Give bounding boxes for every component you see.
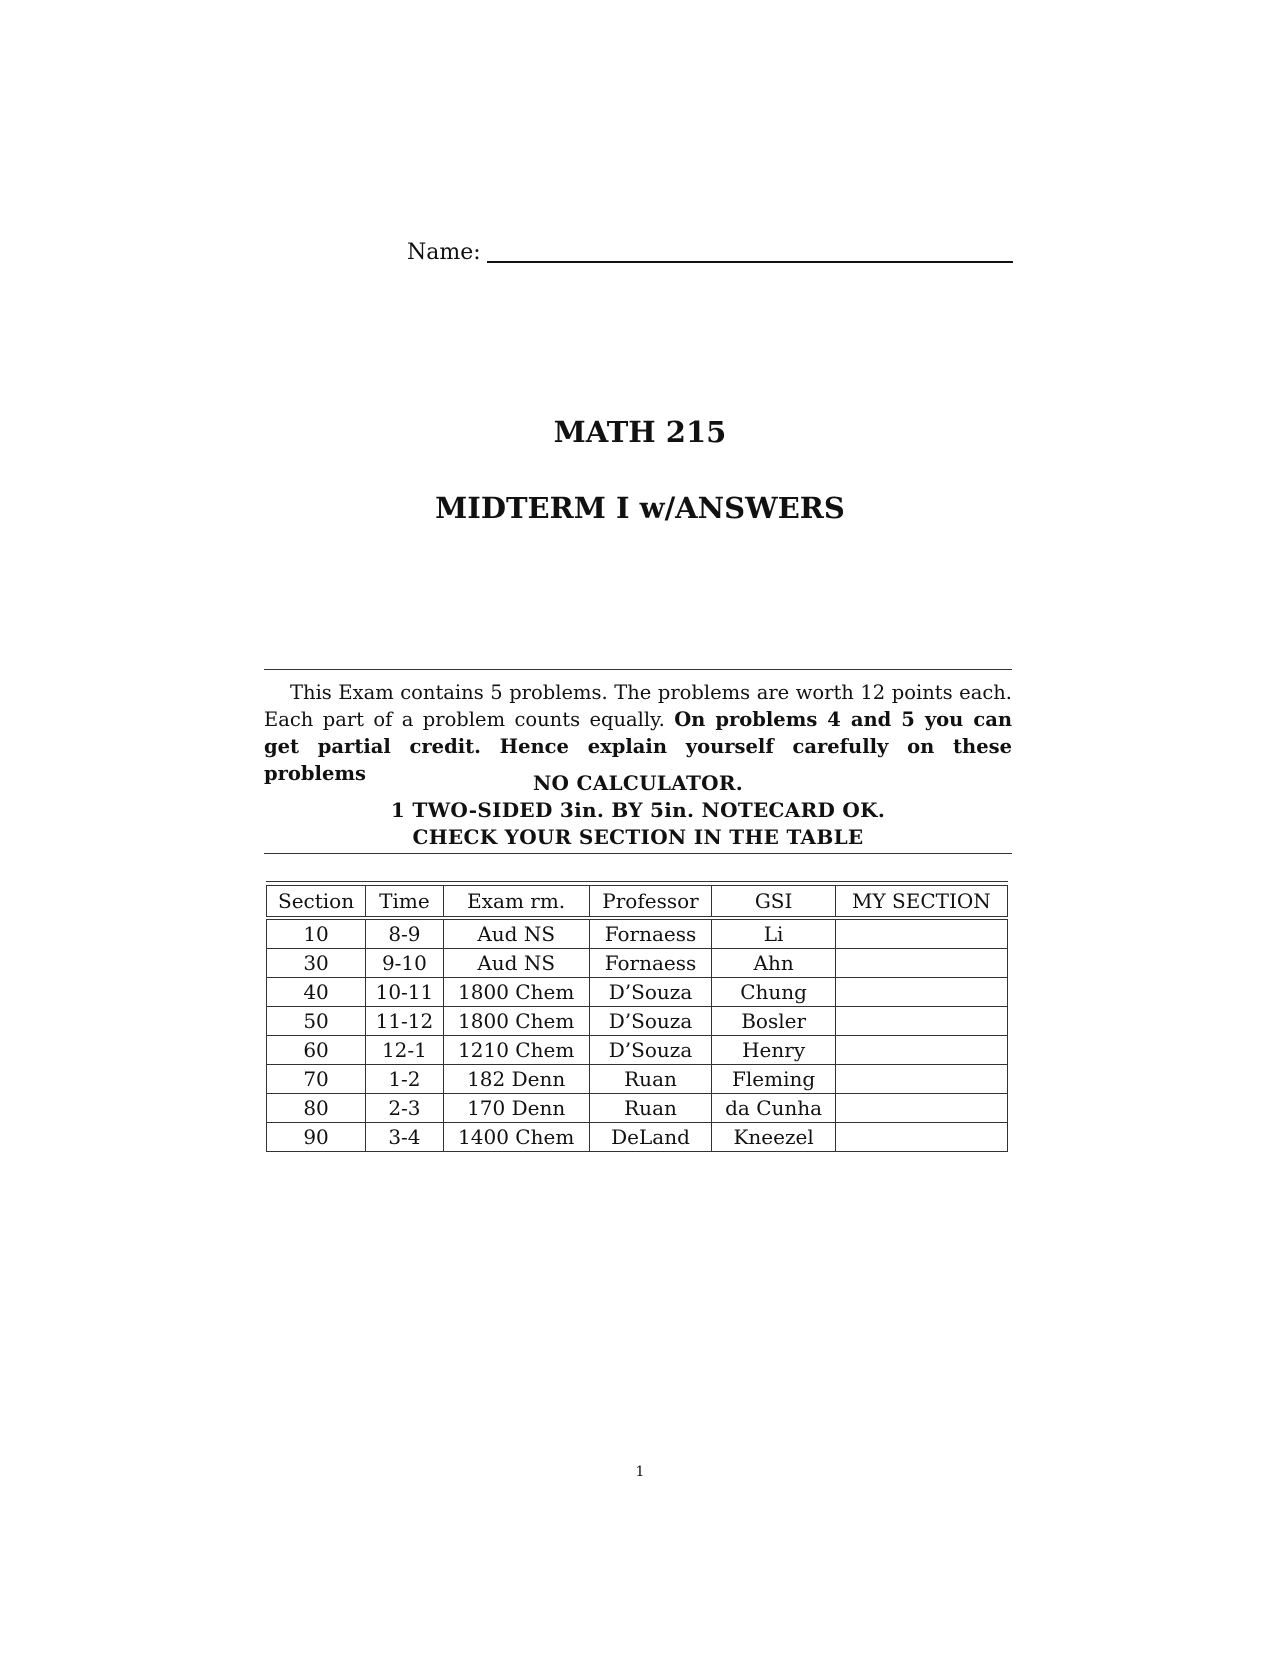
cell-my-section[interactable]: [835, 918, 1007, 949]
course-title: MATH 215: [553, 415, 727, 449]
cell-my-section[interactable]: [835, 1036, 1007, 1065]
exam-title: MIDTERM I w/ANSWERS: [435, 491, 845, 525]
cell-exam-room: 1800 Chem: [443, 1007, 589, 1036]
cell-professor: DeLand: [589, 1123, 712, 1152]
cell-professor: Fornaess: [589, 949, 712, 978]
cell-professor: D’Souza: [589, 1007, 712, 1036]
cell-time: 9-10: [366, 949, 444, 978]
cell-section: 30: [267, 949, 366, 978]
cell-my-section[interactable]: [835, 1094, 1007, 1123]
table-row: [267, 1094, 1008, 1123]
cell-exam-room: 1400 Chem: [443, 1123, 589, 1152]
cell-exam-room: Aud NS: [443, 949, 589, 978]
table-body: [267, 918, 1008, 1152]
instructions-plain-text: This Exam contains 5 problems. The problems are worth 12 points each. Each part of a problem counts equally.: [264, 681, 1012, 731]
name-blank-line[interactable]: [487, 261, 1013, 263]
instructions-bottom-rule: [264, 853, 1012, 854]
section-table: [266, 885, 1008, 1152]
cell-professor: Ruan: [589, 1094, 712, 1123]
table-row: [267, 1123, 1008, 1152]
instructions-top-rule: [264, 669, 1012, 670]
cell-time: 3-4: [366, 1123, 444, 1152]
table-top-rule: [266, 881, 1008, 882]
cell-professor: D’Souza: [589, 1036, 712, 1065]
column-header-exam-room: Exam rm.: [443, 886, 589, 919]
name-field[interactable]: [407, 238, 1013, 268]
column-header-section: Section: [267, 886, 366, 919]
cell-my-section[interactable]: [835, 1123, 1007, 1152]
cell-my-section[interactable]: [835, 949, 1007, 978]
cell-gsi: Li: [712, 918, 835, 949]
notice-notecard: 1 TWO-SIDED 3in. BY 5in. NOTECARD OK.: [390, 798, 886, 822]
cell-professor: D’Souza: [589, 978, 712, 1007]
name-label: Name:: [407, 240, 481, 265]
table-row: [267, 918, 1008, 949]
table-header-row: [267, 886, 1008, 919]
cell-gsi: Henry: [712, 1036, 835, 1065]
column-header-professor: Professor: [589, 886, 712, 919]
table-row: [267, 978, 1008, 1007]
column-header-time: Time: [366, 886, 444, 919]
cell-gsi: da Cunha: [712, 1094, 835, 1123]
cell-section: 50: [267, 1007, 366, 1036]
cell-section: 80: [267, 1094, 366, 1123]
cell-exam-room: 182 Denn: [443, 1065, 589, 1094]
cell-gsi: Bosler: [712, 1007, 835, 1036]
column-header-gsi: GSI: [712, 886, 835, 919]
cell-time: 11-12: [366, 1007, 444, 1036]
table-row: [267, 1065, 1008, 1094]
table-row: [267, 949, 1008, 978]
cell-gsi: Kneezel: [712, 1123, 835, 1152]
instructions-bold-text: On problems 4 and 5 you can get partial credit. Hence explain yourself carefully on these problems: [264, 708, 1013, 785]
table-row: [267, 1007, 1008, 1036]
cell-time: 1-2: [366, 1065, 444, 1094]
cell-my-section[interactable]: [835, 1065, 1007, 1094]
cell-time: 8-9: [366, 918, 444, 949]
cell-professor: Fornaess: [589, 918, 712, 949]
table-row: [267, 1036, 1008, 1065]
cell-time: 12-1: [366, 1036, 444, 1065]
cell-time: 10-11: [366, 978, 444, 1007]
cell-section: 40: [267, 978, 366, 1007]
cell-section: 60: [267, 1036, 366, 1065]
cell-exam-room: 1800 Chem: [443, 978, 589, 1007]
cell-exam-room: 170 Denn: [443, 1094, 589, 1123]
notice-check-section: CHECK YOUR SECTION IN THE TABLE: [412, 825, 864, 849]
cell-section: 70: [267, 1065, 366, 1094]
cell-section: 90: [267, 1123, 366, 1152]
cell-gsi: Fleming: [712, 1065, 835, 1094]
page-number: 1: [635, 1464, 645, 1480]
notice-no-calculator: NO CALCULATOR.: [532, 771, 744, 795]
cell-section: 10: [267, 918, 366, 949]
exam-notices: [264, 770, 1012, 851]
cell-time: 2-3: [366, 1094, 444, 1123]
cell-gsi: Ahn: [712, 949, 835, 978]
cell-exam-room: Aud NS: [443, 918, 589, 949]
cell-exam-room: 1210 Chem: [443, 1036, 589, 1065]
cell-my-section[interactable]: [835, 1007, 1007, 1036]
cell-professor: Ruan: [589, 1065, 712, 1094]
section-table-wrapper: [266, 881, 1008, 1152]
cell-my-section[interactable]: [835, 978, 1007, 1007]
column-header-my-section: MY SECTION: [835, 886, 1007, 919]
cell-gsi: Chung: [712, 978, 835, 1007]
